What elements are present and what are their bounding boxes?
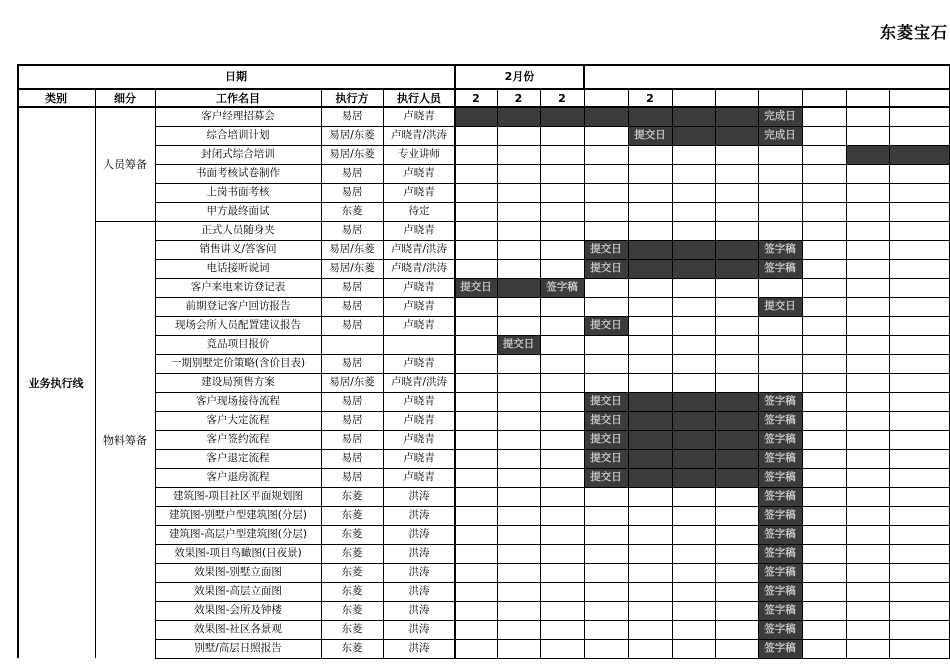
column-header-task: 工作名目 [216, 91, 260, 105]
executing-party: 东菱 [341, 623, 363, 636]
task-name: 效果图-会所及钟楼 [194, 604, 282, 617]
grid-line [17, 64, 950, 66]
executing-party: 易居 [341, 433, 363, 446]
grid-line [155, 449, 950, 450]
grid-line [383, 89, 384, 658]
milestone-label: 提交日 [634, 129, 666, 142]
executing-party: 易居 [341, 414, 363, 427]
executing-party: 易居 [341, 186, 363, 199]
grid-line [155, 468, 950, 469]
grid-line [155, 316, 950, 317]
subgroup-cell: 物料筹备 [103, 433, 147, 447]
gantt-bar [628, 449, 758, 468]
executing-party: 东菱 [341, 566, 363, 579]
grid-line [802, 89, 803, 658]
grid-line [846, 89, 847, 658]
milestone-label: 签字稿 [764, 452, 796, 465]
gantt-bar [628, 259, 758, 278]
grid-line [155, 563, 950, 564]
gantt-bar [628, 240, 758, 259]
milestone-label: 签字稿 [764, 604, 796, 617]
grid-line [155, 221, 950, 222]
milestone-label: 提交日 [590, 262, 622, 275]
executing-party [321, 335, 383, 354]
executing-person: 卢晓青 [403, 167, 435, 180]
grid-line [155, 202, 950, 203]
task-name: 上岗书面考核 [206, 186, 270, 199]
executing-party: 易居/东菱 [329, 243, 375, 256]
grid-line [155, 126, 950, 127]
executing-party: 东菱 [341, 585, 363, 598]
executing-person: 卢晓青/洪涛 [390, 243, 448, 256]
task-name: 客户退房流程 [206, 471, 270, 484]
task-name: 现场会所人员配置建议报告 [175, 319, 301, 332]
executing-person: 卢晓青/洪涛 [390, 129, 448, 142]
milestone-label: 签字稿 [764, 585, 796, 598]
executing-party: 易居 [341, 110, 363, 123]
executing-party: 易居 [341, 471, 363, 484]
executing-person: 卢晓青 [403, 319, 435, 332]
milestone-label: 提交日 [590, 414, 622, 427]
gantt-bar [846, 145, 950, 164]
task-name: 效果图-社区各景观 [194, 623, 282, 636]
executing-party: 易居/东菱 [329, 262, 375, 275]
grid-line [95, 221, 155, 222]
executing-party: 易居 [341, 224, 363, 237]
day-header: 2 [646, 91, 654, 105]
grid-line [758, 89, 759, 658]
milestone-label: 签字稿 [764, 262, 796, 275]
task-name: 客户来电来访登记表 [190, 281, 286, 294]
grid-line [155, 620, 950, 621]
executing-person: 卢晓青 [403, 224, 435, 237]
executing-party: 易居 [341, 319, 363, 332]
executing-person: 卢晓青/洪涛 [390, 376, 448, 389]
milestone-label: 签字稿 [764, 414, 796, 427]
milestone-label: 签字稿 [764, 642, 796, 655]
day-header [889, 89, 950, 107]
grid-line [155, 240, 950, 241]
day-header [758, 89, 802, 107]
executing-person: 洪涛 [408, 547, 430, 560]
task-name: 别墅/高层日照报告 [194, 642, 282, 655]
executing-person: 卢晓青 [403, 186, 435, 199]
executing-person: 洪涛 [408, 604, 430, 617]
executing-person: 卢晓青 [403, 300, 435, 313]
grid-line [155, 601, 950, 602]
day-header [584, 89, 628, 107]
task-name: 建设局预售方案 [201, 376, 275, 389]
task-name: 销售讲义/答客问 [199, 243, 277, 256]
grid-line [155, 544, 950, 545]
milestone-label: 提交日 [502, 338, 535, 351]
milestone-label: 签字稿 [764, 395, 796, 408]
grid-line [155, 506, 950, 507]
executing-person: 洪涛 [408, 528, 430, 541]
grid-line [155, 259, 950, 260]
milestone-label: 提交日 [764, 300, 796, 313]
grid-line [321, 89, 322, 658]
column-header-subcategory: 细分 [114, 91, 136, 105]
milestone-label: 提交日 [590, 395, 622, 408]
subgroup-cell: 人员筹备 [103, 158, 147, 171]
column-header-person: 执行人员 [397, 91, 441, 105]
grid-line [155, 278, 950, 279]
executing-person: 卢晓青 [403, 110, 435, 123]
milestone-label: 提交日 [590, 471, 622, 484]
grid-line [95, 89, 96, 658]
executing-party: 易居 [341, 167, 363, 180]
task-name: 正式人员随身夹 [201, 224, 275, 237]
executing-party: 东菱 [341, 642, 363, 655]
header-date-label: 日期 [225, 70, 247, 83]
day-header [715, 89, 758, 107]
task-name: 前期登记客户回访报告 [185, 300, 291, 313]
task-name: 综合培训计划 [206, 129, 270, 142]
task-name: 建筑图-高层户型建筑图(分层) [169, 528, 307, 541]
executing-party: 东菱 [341, 547, 363, 560]
task-name: 一期别墅定价策略(含价目表) [170, 357, 306, 370]
milestone-label: 签字稿 [764, 471, 796, 484]
grid-line [155, 392, 950, 393]
milestone-label: 签字稿 [546, 281, 578, 294]
executing-party: 东菱 [341, 509, 363, 522]
grid-line [155, 639, 950, 640]
grid-line [583, 64, 585, 89]
grid-line [584, 89, 585, 658]
executing-person [383, 335, 455, 354]
executing-party: 易居/东菱 [329, 148, 375, 161]
executing-person: 卢晓青 [403, 395, 435, 408]
grid-line [155, 297, 950, 298]
grid-line [715, 89, 716, 658]
executing-person: 洪涛 [408, 509, 430, 522]
executing-party: 易居 [341, 357, 363, 370]
executing-person: 卢晓青 [403, 281, 435, 294]
day-header: 2 [558, 91, 566, 105]
executing-person: 洪涛 [408, 623, 430, 636]
milestone-label: 提交日 [590, 452, 622, 465]
task-name: 封闭式综合培训 [201, 148, 275, 161]
milestone-label: 完成日 [764, 129, 796, 142]
header-month-label: 2月份 [504, 70, 535, 83]
task-name: 建筑图-项目社区平面规划图 [173, 490, 303, 503]
executing-party: 易居 [341, 452, 363, 465]
grid-line [155, 354, 950, 355]
executing-person: 卢晓青 [403, 357, 435, 370]
grid-line [628, 89, 629, 658]
grid-line [17, 88, 950, 90]
task-name: 客户签约流程 [206, 433, 270, 446]
gantt-bar [628, 392, 758, 411]
executing-person: 卢晓青 [403, 433, 435, 446]
executing-party: 东菱 [341, 205, 363, 218]
executing-party: 东菱 [341, 528, 363, 541]
grid-line [454, 64, 456, 658]
day-header: 2 [514, 91, 523, 105]
grid-line [155, 658, 950, 659]
task-name: 效果图-项目鸟瞰图(日夜景) [174, 547, 302, 560]
day-header [672, 89, 715, 107]
gantt-bar [497, 278, 540, 297]
executing-party: 易居 [341, 395, 363, 408]
executing-party: 东菱 [341, 490, 363, 503]
gantt-bar [455, 107, 758, 126]
executing-person: 卢晓青/洪涛 [390, 262, 448, 275]
gantt-bar [628, 468, 758, 487]
grid-line [155, 525, 950, 526]
task-name: 甲方最终面试 [206, 205, 270, 218]
grid-line [155, 335, 950, 336]
grid-line [155, 373, 950, 374]
executing-person: 卢晓青 [403, 414, 435, 427]
task-name: 电话接听说词 [206, 262, 270, 275]
gantt-bar [628, 430, 758, 449]
milestone-label: 提交日 [590, 433, 622, 446]
task-name: 客户现场接待流程 [196, 395, 280, 408]
task-name: 客户经理招募会 [201, 110, 275, 123]
task-name: 竞品项目报价 [206, 338, 270, 351]
grid-line [155, 145, 950, 146]
day-header [846, 89, 889, 107]
executing-person: 洪涛 [408, 566, 430, 579]
grid-line [540, 89, 541, 658]
grid-line [889, 89, 890, 658]
milestone-label: 提交日 [590, 319, 622, 332]
grid-line [155, 89, 156, 658]
column-header-party: 执行方 [335, 91, 369, 105]
milestone-label: 提交日 [590, 243, 622, 256]
grid-line [155, 430, 950, 431]
task-name: 效果图-别墅立面图 [194, 566, 282, 579]
page-title: 东菱宝石 [880, 23, 949, 42]
milestone-label: 提交日 [460, 281, 492, 294]
grid-line [17, 64, 19, 658]
milestone-label: 签字稿 [764, 509, 796, 522]
executing-party: 易居 [341, 300, 363, 313]
executing-party: 易居/东菱 [329, 129, 375, 142]
grid-line [497, 89, 498, 658]
milestone-label: 签字稿 [764, 243, 796, 256]
task-name: 书面考核试卷制作 [196, 167, 280, 180]
task-name: 建筑图-别墅户型建筑图(分层) [169, 509, 307, 522]
task-name: 客户大定流程 [206, 414, 270, 427]
executing-person: 洪涛 [408, 642, 430, 655]
milestone-label: 签字稿 [764, 490, 796, 503]
milestone-label: 签字稿 [764, 433, 796, 446]
grid-line [672, 89, 673, 658]
executing-person: 卢晓青 [403, 452, 435, 465]
day-header: 2 [472, 91, 480, 105]
gantt-bar [628, 411, 758, 430]
executing-party: 易居/东菱 [329, 376, 375, 389]
task-name: 客户退定流程 [206, 452, 270, 465]
grid-line [155, 582, 950, 583]
executing-person: 洪涛 [408, 490, 430, 503]
milestone-label: 签字稿 [764, 528, 796, 541]
executing-person: 卢晓青 [403, 471, 435, 484]
executing-person: 专业讲师 [398, 148, 440, 161]
milestone-label: 签字稿 [764, 566, 796, 579]
grid-line [155, 164, 950, 165]
day-header [802, 89, 846, 107]
milestone-label: 签字稿 [764, 547, 796, 560]
grid-line [17, 106, 950, 108]
grid-line [155, 183, 950, 184]
executing-person: 待定 [408, 205, 430, 218]
milestone-label: 完成日 [764, 110, 796, 123]
column-header-category: 类别 [45, 91, 67, 105]
executing-party: 易居 [341, 281, 363, 294]
milestone-label: 签字稿 [764, 623, 796, 636]
category-cell: 业务执行线 [28, 376, 84, 390]
task-name: 效果图-高层立面图 [194, 585, 282, 598]
grid-line [155, 487, 950, 488]
executing-person: 洪涛 [408, 585, 430, 598]
schedule-sheet [17, 64, 950, 672]
grid-line [155, 411, 950, 412]
executing-party: 东菱 [341, 604, 363, 617]
